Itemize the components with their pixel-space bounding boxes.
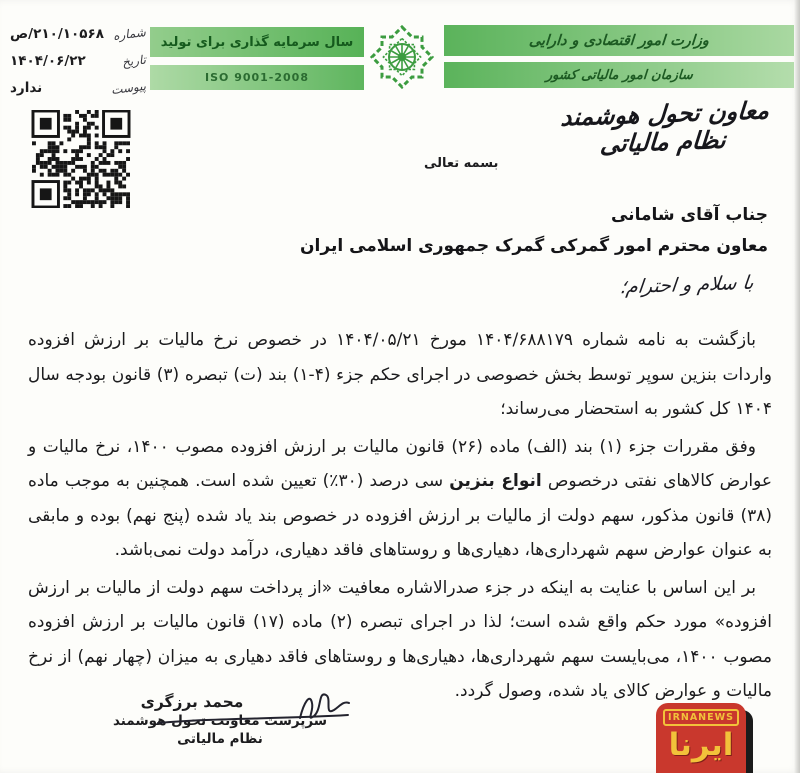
signer-role-line1: سرپرست معاونت تحول هوشمند	[112, 713, 328, 729]
letter-body	[28, 323, 772, 712]
letter-attachment-row	[10, 74, 146, 101]
recipient-block	[300, 200, 768, 262]
tax-organization-emblem-icon	[364, 14, 440, 104]
irna-news-label: IRNANEWS	[663, 709, 739, 726]
paragraph-1-text: بازگشت به نامه شماره ۱۴۰۴/۶۸۸۱۷۹ مورخ ۱۴۰۴/۰۵/۲۱ در خصوص نرخ مالیات بر ارزش افزوده واردات بنزین سوپر توسط بخش خصوصی در اجرای حکم جزء (۴-۱) بند (ت) تبصره (۳) قانون بودجه سال ۱۴۰۴ کل کشور به استحضار می‌رساند؛	[28, 330, 772, 419]
letter-date-label: تاریخ	[121, 52, 147, 69]
signer-role-line2: نظام مالیاتی	[177, 730, 263, 747]
slogan-banner	[150, 27, 364, 90]
letter-date-row	[10, 47, 146, 74]
irna-news-logo	[656, 703, 746, 773]
letter-date-value: ۱۴۰۴/۰۶/۲۲	[10, 52, 86, 69]
ministry-bar	[444, 25, 794, 56]
irna-wordmark: ایرنا	[668, 727, 734, 763]
signer-name: محمد برزگری	[140, 693, 244, 711]
iso-text: ISO 9001-2008	[205, 71, 309, 84]
signature-block	[112, 693, 348, 748]
scan-edge-shadow	[794, 0, 800, 773]
organization-text: سازمان امور مالیاتی کشور	[545, 67, 693, 83]
body-paragraph-3	[28, 571, 772, 709]
basmala: بسمه تعالی	[424, 156, 499, 171]
organization-bar	[444, 62, 794, 88]
letter-attachment-value: ندارد	[10, 79, 43, 96]
iso-bar	[150, 65, 364, 90]
paragraph-3-text: بر این اساس با عنایت به اینکه در جزء صدرالاشاره معافیت «از پرداخت سهم دولت از مالیات بر ارزش افزوده» مورد حکم واقع شده است؛ لذا در اجرای تبصره (۲) ماده (۱۷) قانون مالیات بر ارزش افزوده مصوب ۱۴۰۰، می‌بایست سهم شهرداری‌ها، دهیاری‌ها و روستاهای فاقد دهیاری به میزان (چهار نهم) از نرخ مالیات و عوارض کالای یاد شده، وصول گردد.	[28, 577, 773, 701]
body-paragraph-2	[28, 430, 772, 568]
ministry-banner	[444, 25, 794, 88]
signature-scribble	[152, 683, 352, 737]
letter-meta-fields	[10, 20, 146, 101]
office-title-calligraphy: معاون تحول هوشمند نظام مالیاتی	[559, 96, 771, 159]
paragraph-2-lead: وفق مقررات جزء (۱) بند (الف) ماده (۲۶) قانون مالیات بر ارزش افزوده مصوب ۱۴۰۰، نرخ مالیات و عوارض کالاهای نفتی درخصوص	[28, 436, 772, 491]
letter-number-value: ۲۱۰/۱۰۵۶۸/ص	[10, 25, 104, 42]
letter-attachment-label: پیوست	[110, 78, 147, 97]
paragraph-2-rest: سی درصد (۳۰٪) تعیین شده است. همچنین به موجب ماده (۳۸) قانون مذکور، سهم دولت از مالیات بر ارزش افزوده در خصوص بند یاد شده (پنج نهم) بوده و مابقی به عنوان عوارض سهم شهرداری‌ها، دهیاری‌ها و روستاهای فاقد دهیاری، درآمد دولت نمی‌باشد.	[28, 471, 772, 560]
body-paragraph-1	[28, 323, 772, 427]
recipient-name: جناب آقای شامانی	[610, 205, 768, 225]
recipient-title: معاون محترم امور گمرکی گمرک جمهوری اسلامی ایران	[300, 236, 768, 256]
slogan-text: سال سرمایه گذاری برای تولید	[160, 34, 354, 50]
slogan-bar	[150, 27, 364, 57]
letter-number-label: شماره	[112, 24, 147, 43]
letter-number-row	[10, 20, 146, 47]
paragraph-2-bold-phrase: انواع بنزین	[449, 471, 542, 491]
salutation-handwriting: با سلام و احترام؛	[619, 271, 756, 299]
qr-code	[30, 110, 132, 208]
ministry-text: وزارت امور اقتصادی و دارایی	[528, 32, 710, 49]
